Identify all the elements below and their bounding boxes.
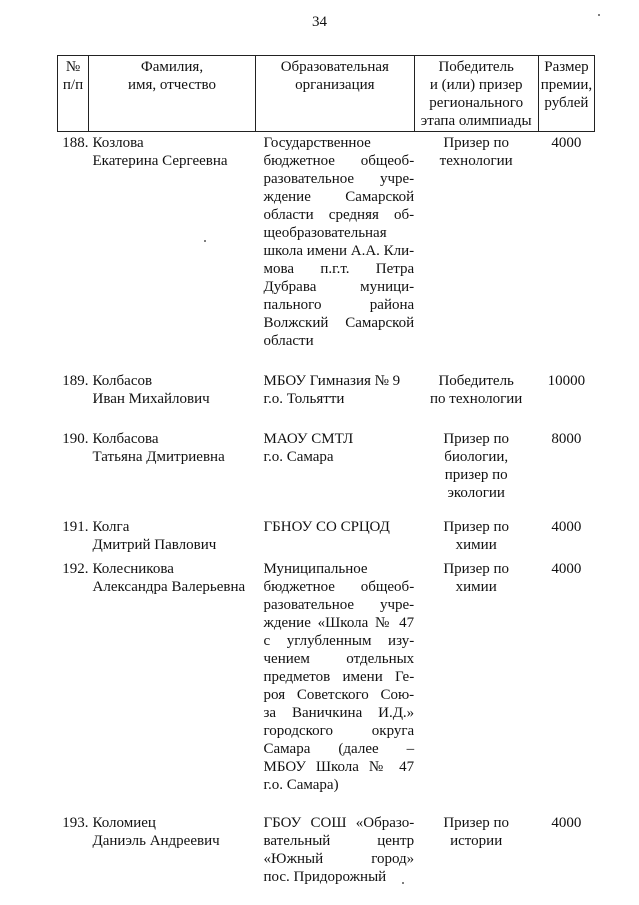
school-name-line: Самара (далее – xyxy=(263,741,415,757)
header-prize-line: рублей xyxy=(544,95,589,111)
student-name-line: Александра Валерьевна xyxy=(92,579,246,595)
table-row xyxy=(58,372,595,430)
scan-speck xyxy=(598,14,600,16)
olympiad-result-line: Призер по xyxy=(443,815,510,831)
school-name-line: МАОУ СМТЛ xyxy=(263,431,354,447)
student-name-line: Колга xyxy=(92,519,130,535)
school-name-line: школа имени А.А. Кли- xyxy=(263,243,415,259)
olympiad-result-line: Победитель xyxy=(438,373,514,389)
table-row xyxy=(58,132,595,373)
header-prize-line: премии, xyxy=(540,77,593,93)
page-number: 34 xyxy=(312,14,327,30)
olympiad-result xyxy=(414,518,538,560)
header-num xyxy=(58,56,89,132)
school-name-line: ждение Самарской xyxy=(263,189,415,205)
header-winner-line: Победитель xyxy=(438,59,514,75)
olympiad-result-line: химии xyxy=(455,537,497,553)
school-name-line: Волжский Самарской xyxy=(263,315,415,331)
olympiad-result xyxy=(414,430,538,518)
row-number-text: 189. xyxy=(62,373,89,389)
school-name-line: Государственное xyxy=(263,135,371,151)
student-name-line: Колбасова xyxy=(92,431,159,447)
prize-amount-text: 4000 xyxy=(551,519,582,535)
school-name-line: ГБОУ СОШ «Образо- xyxy=(263,815,415,831)
header-org xyxy=(256,56,415,132)
table-row xyxy=(58,560,595,814)
student-name-line: Коломиец xyxy=(92,815,156,831)
school-name-line: г.о. Самара) xyxy=(263,777,339,793)
table-row xyxy=(58,518,595,560)
prize-amount xyxy=(538,518,594,560)
header-prize xyxy=(538,56,594,132)
olympiad-result-line: истории xyxy=(450,833,503,849)
row-number xyxy=(58,132,89,373)
school-name-line: городского округа xyxy=(263,723,415,739)
award-table xyxy=(57,55,595,886)
row-number xyxy=(58,518,89,560)
olympiad-result-line: биологии, xyxy=(444,449,509,465)
school-name-line: роя Советского Сою- xyxy=(263,687,415,703)
school-name xyxy=(256,560,415,814)
school-name xyxy=(256,132,415,373)
school-name-line: бюджетное общеоб- xyxy=(263,579,415,595)
prize-amount-text: 8000 xyxy=(551,431,582,447)
prize-amount xyxy=(538,560,594,814)
student-name xyxy=(89,560,256,814)
school-name-line: Муниципальное xyxy=(263,561,368,577)
prize-amount xyxy=(538,430,594,518)
school-name-line: области xyxy=(263,333,314,349)
school-name-line: вательный центр xyxy=(263,833,415,849)
school-name-line: Дубрава муници- xyxy=(263,279,415,295)
school-name-line: пос. Придорожный xyxy=(263,869,387,885)
header-name xyxy=(89,56,256,132)
student-name-line: Колесникова xyxy=(92,561,174,577)
school-name-line: ГБНОУ СО СРЦОД xyxy=(263,519,390,535)
school-name xyxy=(256,518,415,560)
header-num-line: п/п xyxy=(62,77,84,93)
row-number-text: 190. xyxy=(62,431,89,447)
school-name-line: г.о. Самара xyxy=(263,449,334,465)
row-number xyxy=(58,430,89,518)
student-name-line: Иван Михайлович xyxy=(92,391,210,407)
school-name-line: разовательное учре- xyxy=(263,171,415,187)
row-number-text: 192. xyxy=(62,561,89,577)
student-name xyxy=(89,518,256,560)
olympiad-result-line: Призер по xyxy=(443,431,510,447)
student-name-line: Татьяна Дмитриевна xyxy=(92,449,225,465)
table-header-row xyxy=(58,56,595,132)
student-name xyxy=(89,132,256,373)
school-name-line: мова п.г.т. Петра xyxy=(263,261,415,277)
prize-amount-text: 4000 xyxy=(551,561,582,577)
school-name xyxy=(256,372,415,430)
header-winner-line: и (или) призер xyxy=(429,77,523,93)
row-number xyxy=(58,814,89,886)
olympiad-result-line: Призер по xyxy=(443,519,510,535)
school-name-line: МБОУ Школа № 47 xyxy=(263,759,415,775)
prize-amount xyxy=(538,372,594,430)
olympiad-result-line: Призер по xyxy=(443,561,510,577)
student-name xyxy=(89,814,256,886)
school-name-line: чением отдельных xyxy=(263,651,415,667)
student-name-line: Даниэль Андреевич xyxy=(92,833,220,849)
olympiad-result xyxy=(414,132,538,373)
row-number xyxy=(58,372,89,430)
school-name-line: щеобразовательная xyxy=(263,225,387,241)
olympiad-result-line: призер по xyxy=(444,467,508,483)
school-name xyxy=(256,430,415,518)
olympiad-result-line: химии xyxy=(455,579,497,595)
olympiad-result-line: Призер по xyxy=(443,135,510,151)
school-name-line: предметов имени Ге- xyxy=(263,669,415,685)
header-name-line: Фамилия, xyxy=(140,59,204,75)
olympiad-result-line: экологии xyxy=(447,485,505,501)
prize-amount xyxy=(538,132,594,373)
olympiad-result-line: технологии xyxy=(439,153,513,169)
prize-amount xyxy=(538,814,594,886)
school-name-line: МБОУ Гимназия № 9 xyxy=(263,373,401,389)
table-row xyxy=(58,814,595,886)
header-org-line: Образовательная xyxy=(280,59,389,75)
school-name-line: с углубленным изу- xyxy=(263,633,415,649)
header-winner xyxy=(414,56,538,132)
school-name-line: разовательное учре- xyxy=(263,597,415,613)
school-name-line: ждение «Школа № 47 xyxy=(263,615,415,631)
school-name-line: г.о. Тольятти xyxy=(263,391,345,407)
table-body xyxy=(58,132,595,887)
student-name-line: Колбасов xyxy=(92,373,153,389)
school-name xyxy=(256,814,415,886)
school-name-line: бюджетное общеоб- xyxy=(263,153,415,169)
row-number-text: 193. xyxy=(62,815,89,831)
header-org-line: организация xyxy=(295,77,375,93)
scan-speck xyxy=(402,882,404,884)
table-row xyxy=(58,430,595,518)
student-name xyxy=(89,372,256,430)
row-number-text: 188. xyxy=(62,135,89,151)
student-name xyxy=(89,430,256,518)
header-winner-line: регионального xyxy=(429,95,524,111)
header-name-line: имя, отчество xyxy=(127,77,217,93)
student-name-line: Дмитрий Павлович xyxy=(92,537,217,553)
school-name-line: за Ваничкина И.Д.» xyxy=(263,705,415,721)
olympiad-result xyxy=(414,814,538,886)
prize-amount-text: 10000 xyxy=(547,373,586,389)
header-prize-line: Размер xyxy=(544,59,589,75)
olympiad-result xyxy=(414,560,538,814)
header-num-line: № xyxy=(65,59,81,75)
row-number xyxy=(58,560,89,814)
student-name-line: Козлова xyxy=(92,135,144,151)
school-name-line: «Южный город» xyxy=(263,851,415,867)
school-name-line: пального района xyxy=(263,297,415,313)
prize-amount-text: 4000 xyxy=(551,135,582,151)
header-winner-line: этапа олимпиады xyxy=(420,113,532,129)
scan-speck xyxy=(204,240,206,242)
olympiad-result xyxy=(414,372,538,430)
olympiad-result-line: по технологии xyxy=(430,391,523,407)
row-number-text: 191. xyxy=(62,519,89,535)
student-name-line: Екатерина Сергеевна xyxy=(92,153,228,169)
prize-amount-text: 4000 xyxy=(551,815,582,831)
school-name-line: области средняя об- xyxy=(263,207,415,223)
